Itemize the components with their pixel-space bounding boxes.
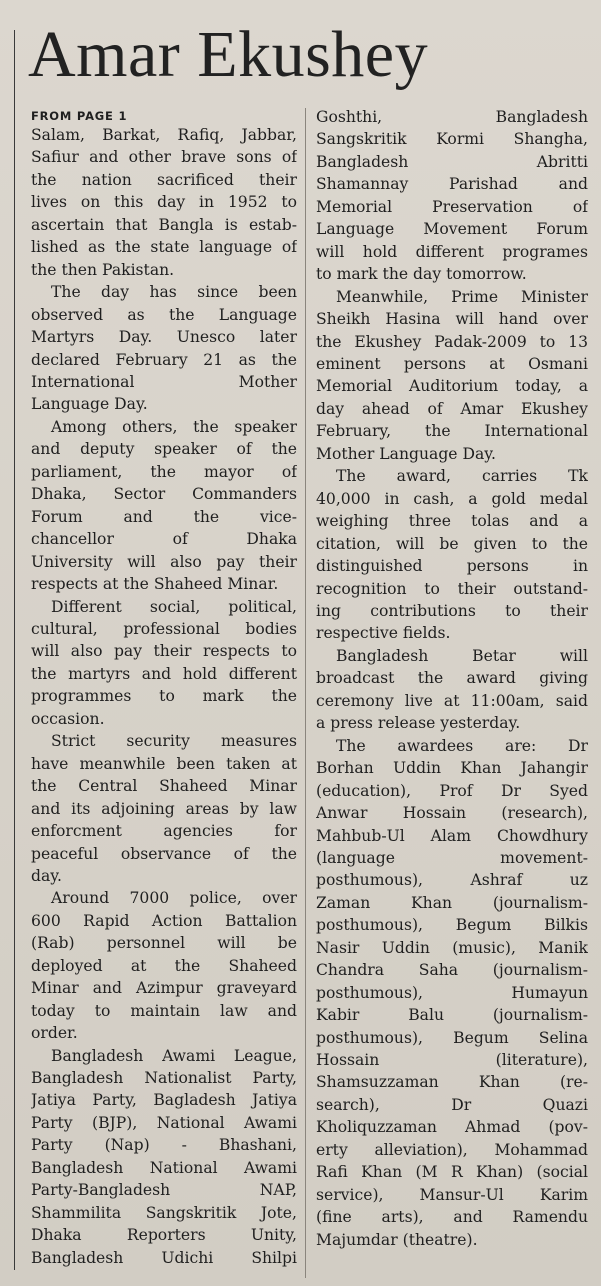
text-line: Different social, political,	[51, 597, 297, 616]
text-line: Among others, the speaker	[51, 417, 297, 436]
text-line: International Mother	[31, 372, 297, 391]
headline: Amar Ekushey	[28, 18, 429, 91]
text-line: The awardees are: Dr	[336, 736, 588, 755]
text-line: Minar and Azimpur graveyard	[31, 979, 297, 998]
text-line: Forum and the vice-	[31, 507, 297, 526]
text-line: Hossain (literature),	[316, 1051, 588, 1070]
text-line: eminent persons at Osmani	[316, 354, 588, 373]
text-line: Party (Nap) - Bhashani,	[31, 1136, 297, 1155]
text-line: enforcment agencies for	[31, 822, 297, 841]
text-line: deployed at the Shaheed	[31, 956, 297, 975]
text-line: Dhaka Reporters Unity,	[31, 1226, 297, 1245]
text-line: chancellor of Dhaka	[31, 530, 297, 549]
text-line: Bangladesh Betar will	[336, 646, 588, 665]
text-line: Strict security measures	[51, 732, 297, 751]
text-line: Kabir Balu (journalism-	[316, 1006, 588, 1025]
text-line: Language Day.	[31, 395, 148, 414]
text-line: Sangskritik Kormi Shangha,	[316, 130, 588, 149]
text-line: respects at the Shaheed Minar.	[31, 575, 279, 594]
text-line: posthumous), Begum Selina	[316, 1028, 588, 1047]
text-line: Kholiquzzaman Ahmad (pov-	[316, 1118, 588, 1137]
text-line: weighing three tolas and a	[316, 512, 588, 531]
left-column-rule	[14, 30, 15, 1270]
text-line: Majumdar (theatre).	[316, 1230, 478, 1249]
text-line: order.	[31, 1024, 78, 1043]
text-line: the Central Shaheed Minar	[31, 777, 297, 796]
text-line: parliament, the mayor of	[31, 462, 297, 481]
text-line: peaceful observance of the	[31, 844, 297, 863]
text-line: (education), Prof Dr Syed	[316, 781, 588, 800]
text-line: Around 7000 police, over	[51, 889, 297, 908]
text-line: lives on this day in 1952 to	[31, 193, 297, 212]
text-line: Sheikh Hasina will hand over	[316, 310, 588, 329]
text-line: respective fields.	[316, 624, 451, 643]
text-line: the Ekushey Padak-2009 to 13	[316, 332, 588, 351]
text-line: declared February 21 as the	[31, 350, 297, 369]
article-column-1	[31, 108, 297, 1269]
text-line: Mahbub-Ul Alam Chowdhury	[316, 826, 588, 845]
text-line: lished as the state language of	[31, 238, 297, 257]
text-line: The day has since been	[51, 283, 297, 302]
text-line: Anwar Hossain (research),	[316, 804, 588, 823]
text-line: today to maintain law and	[31, 1001, 297, 1020]
text-line: Party-Bangladesh NAP,	[31, 1181, 297, 1200]
text-line: broadcast the award giving	[316, 669, 588, 688]
text-line: (fine arts), and Ramendu	[316, 1208, 588, 1227]
article-column-2	[316, 106, 588, 1251]
text-line: will also pay their respects to	[31, 642, 297, 661]
text-line: to mark the day tomorrow.	[316, 265, 527, 284]
text-line: cultural, professional bodies	[31, 619, 297, 638]
text-line: the martyrs and hold different	[31, 664, 297, 683]
text-line: posthumous), Begum Bilkis	[316, 916, 588, 935]
text-line: (Rab) personnel will be	[31, 934, 297, 953]
text-line: ing contributions to their	[316, 601, 588, 620]
text-line: February, the International	[316, 422, 588, 441]
text-line: Bangladesh Abritti	[316, 152, 588, 171]
text-line: Bangladesh National Awami	[31, 1158, 297, 1177]
text-line: distinguished persons in	[316, 557, 588, 576]
text-line: Shamannay Parishad and	[316, 175, 588, 194]
text-line: Dhaka, Sector Commanders	[31, 485, 297, 504]
column-1-text	[31, 124, 297, 1269]
text-line: Martyrs Day. Unesco later	[31, 328, 297, 347]
text-line: programmes to mark the	[31, 687, 297, 706]
text-line: Goshthi, Bangladesh	[316, 108, 588, 126]
kicker: FROM PAGE 1	[31, 109, 128, 123]
text-line: Mother Language Day.	[316, 444, 496, 463]
text-line: Bangladesh Nationalist Party,	[31, 1069, 297, 1088]
text-line: posthumous), Ashraf uz	[316, 871, 588, 890]
text-line: Safiur and other brave sons of	[31, 148, 297, 167]
text-line: 40,000 in cash, a gold medal	[316, 489, 588, 508]
text-line: Meanwhile, Prime Minister	[336, 287, 588, 306]
text-line: Jatiya Party, Bagladesh Jatiya	[31, 1091, 297, 1110]
text-line: Bangladesh Udichi Shilpi	[31, 1248, 297, 1267]
text-line: Salam, Barkat, Rafiq, Jabbar,	[31, 126, 297, 144]
text-line: Shammilita Sangskritik Jote,	[31, 1203, 297, 1222]
column-divider	[305, 108, 306, 1278]
text-line: the then Pakistan.	[31, 260, 175, 279]
text-line: ceremony live at 11:00am, said	[316, 691, 588, 710]
text-line: posthumous), Humayun	[316, 983, 588, 1002]
text-line: have meanwhile been taken at	[31, 754, 297, 773]
text-line: service), Mansur-Ul Karim	[316, 1185, 588, 1204]
text-line: erty alleviation), Mohammad	[316, 1140, 588, 1159]
text-line: day.	[31, 866, 62, 885]
text-line: will hold different programes	[316, 242, 588, 261]
text-line: 600 Rapid Action Battalion	[31, 911, 297, 930]
text-line: Memorial Auditorium today, a	[316, 377, 588, 396]
text-line: (language movement-	[316, 848, 588, 867]
text-line: Chandra Saha (journalism-	[316, 961, 588, 980]
text-line: University will also pay their	[31, 552, 297, 571]
text-line: occasion.	[31, 709, 105, 728]
text-line: The award, carries Tk	[336, 467, 588, 486]
text-line: ascertain that Bangla is estab-	[31, 215, 297, 234]
text-line: Party (BJP), National Awami	[31, 1113, 297, 1132]
text-line: Language Movement Forum	[316, 220, 588, 239]
column-2-text	[316, 106, 588, 1251]
text-line: Shamsuzzaman Khan (re-	[316, 1073, 588, 1092]
text-line: a press release yesterday.	[316, 714, 521, 733]
text-line: Rafi Khan (M R Khan) (social	[316, 1163, 588, 1182]
text-line: day ahead of Amar Ekushey	[316, 399, 588, 418]
text-line: citation, will be given to the	[316, 534, 588, 553]
text-line: the nation sacrificed their	[31, 170, 297, 189]
text-line: observed as the Language	[31, 305, 297, 324]
text-line: and its adjoining areas by law	[31, 799, 297, 818]
text-line: Nasir Uddin (music), Manik	[316, 938, 588, 957]
text-line: recognition to their outstand-	[316, 579, 588, 598]
text-line: Memorial Preservation of	[316, 197, 588, 216]
text-line: search), Dr Quazi	[316, 1095, 588, 1114]
text-line: Zaman Khan (journalism-	[316, 893, 588, 912]
text-line: Borhan Uddin Khan Jahangir	[316, 759, 588, 778]
text-line: and deputy speaker of the	[31, 440, 297, 459]
text-line: Bangladesh Awami League,	[51, 1046, 297, 1065]
